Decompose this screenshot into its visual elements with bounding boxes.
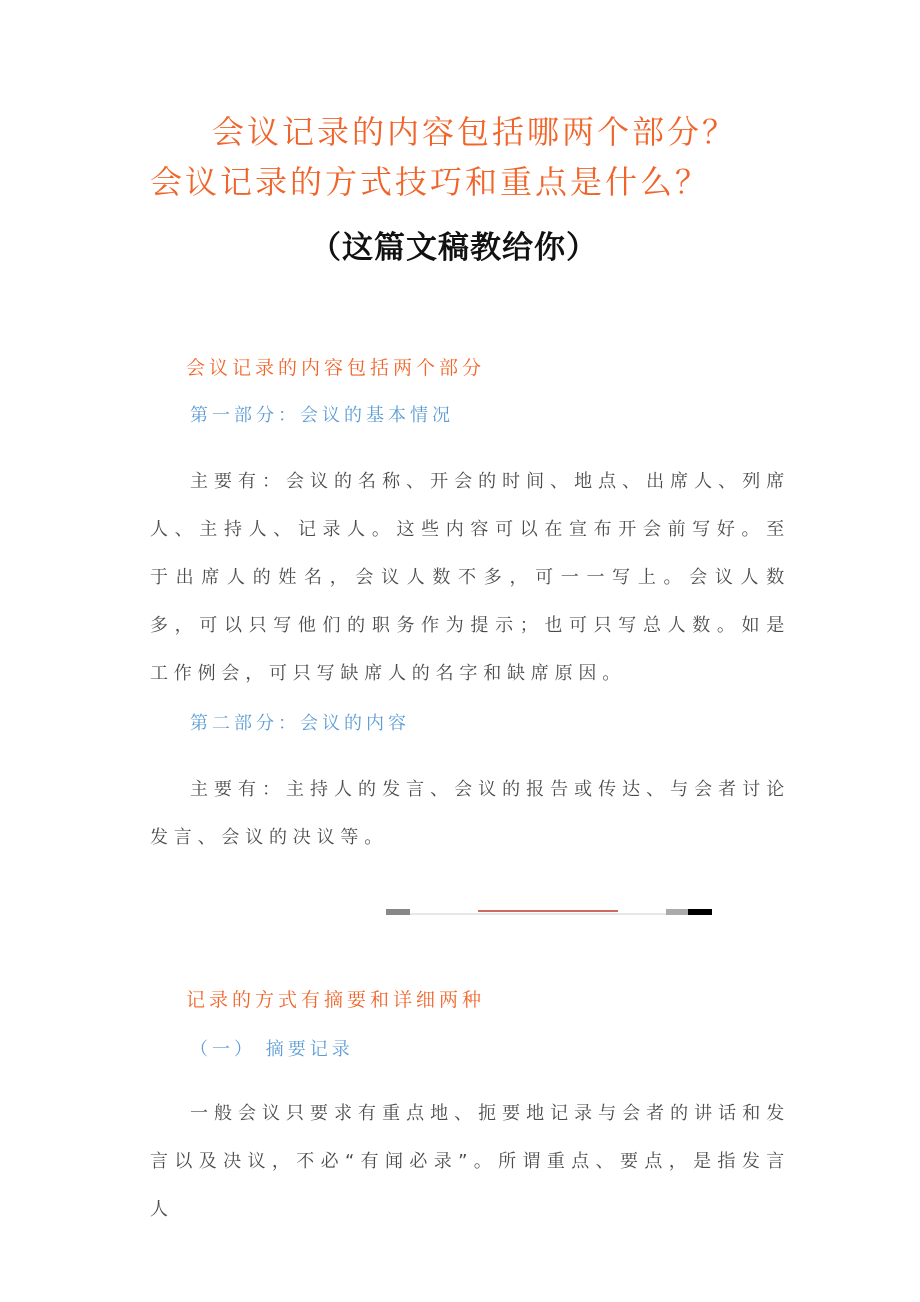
paragraph-basic-info: 主要有：会议的名称、开会的时间、地点、出席人、列席人、主持人、记录人。这些内容可以在宣布开会前写好。至于出席人的姓名，会议人数不多，可一一写上。会议人数多，可以只写他们的职务作为提示；也可只写总人数。如是工作例会，可只写缺席人的名字和缺席原因。 <box>150 471 790 684</box>
divider-gray-block <box>666 909 688 915</box>
divider-left-block <box>386 909 410 915</box>
document-title-line-2: 会议记录的方式技巧和重点是什么？ <box>150 163 711 201</box>
section-heading-content-parts: 会议记录的内容包括两个部分 <box>186 357 486 379</box>
sub-heading-summary-record: （一） 摘要记录 <box>190 1039 354 1060</box>
document-title-line-1: 会议记录的内容包括哪两个部分？ <box>212 113 738 151</box>
section-divider <box>386 906 712 918</box>
paragraph-meeting-content: 主要有：主持人的发言、会议的报告或传达、与会者讨论发言、会议的决议等。 <box>150 779 790 848</box>
part-heading-basic-info: 第一部分：会议的基本情况 <box>190 405 454 426</box>
divider-black-block <box>688 909 712 915</box>
paragraph-summary-record: 一般会议只要求有重点地、扼要地记录与会者的讲话和发言以及决议，不必“有闻必录”。所谓重点、要点，是指发言人 <box>150 1103 790 1220</box>
part-heading-meeting-content: 第二部分：会议的内容 <box>190 713 410 734</box>
document-subtitle: （这篇文稿教给你） <box>310 230 598 266</box>
section-heading-record-methods: 记录的方式有摘要和详细两种 <box>186 989 486 1011</box>
